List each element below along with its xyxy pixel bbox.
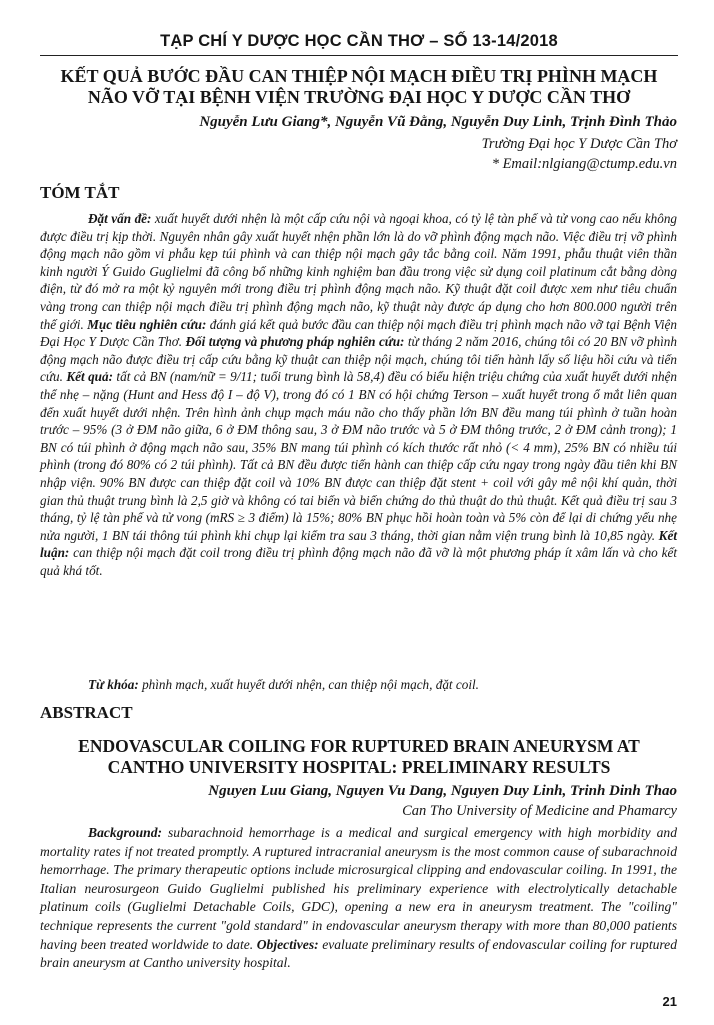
text-result-vi: tất cả BN (nam/nữ = 9/11; tuổi trung bình là 58,4) đều có biểu hiện triệu chứng của xuất huyết dưới nhện thể nhẹ – nặng (Hunt and Hess độ I – độ V), trong đó có 1 BN có hội chứng Terson – xuất huyết trong ổ mắt liên quan đến xuất huyết dưới nhện. Trên hình ảnh chụp mạch máu não cho thấy phần lớn BN đều mang túi phình ở tuần hoàn trước – 95% (3 ở ĐM não giữa, 6 ở ĐM thông sau, 3 ở ĐM não trước và 5 ở ĐM thông trước, 2 ở ĐM cảnh trong); 1 BN có túi phình ở động mạch não sau, 35% BN mang túi phình có kích thước rất nhỏ (< 4 mm), 25% BN có nhiều túi phình (trong đó 80% có 2 túi phình). Tất cả BN đều được tiến hành can thiệp cấp cứu ngay trong ngày đầu tiên khi BN nhập viện. 90% BN được can thiệp đặt coil và 10% BN được can thiệp đặt stent + coil với gây mê nội khí quản, thời gian thủ thuật trung bình là 2,5 giờ và không có tai biến và biến chứng do thủ thuật do thủ thuật. Kết quả điều trị sau 3 tháng, tỷ lệ tàn phế và tử vong (mRS ≥ 3 điểm) là 15%; 80% BN phục hồi hoàn toàn và 5% còn để lại di chứng yếu nhẹ nửa người, 1 BN tái thông túi phình khi chụp lại kiểm tra sau 3 tháng, thời gian nằm viện trung bình là 10,85 ngày. (40, 369, 678, 543)
article-title-vi: KẾT QUẢ BƯỚC ĐẦU CAN THIỆP NỘI MẠCH ĐIỀU TRỊ PHÌNH MẠCH NÃO VỠ TẠI BỆNH VIỆN TRƯỜNG ĐẠI HỌC Y DƯỢC CẦN THƠ (60, 66, 658, 107)
label-keywords-vi: Từ khóa: (88, 677, 139, 692)
label-conclusion-vi: Kết luận: (40, 527, 677, 561)
authors-vi: Nguyễn Lưu Giang*, Nguyễn Vũ Đằng, Nguyễn Duy Linh, Trịnh Đình Thảo (199, 114, 677, 130)
affiliation-vi (482, 134, 677, 174)
label-result-vi: Kết quả: (66, 369, 114, 385)
author-email: * Email:nlgiang@ctump.edu.vn (491, 156, 677, 172)
label-objective-vi: Mục tiêu nghiên cứu: (87, 316, 207, 332)
summary-heading-vi: TÓM TẮT (40, 183, 120, 202)
text-background-en: subarachnoid hemorrhage is a medical and surgical emergency with high morbidity and mortality rates if not treated promptly. A ruptured intracranial aneurysm is the most common cause of subarachnoid hemorrhage. The primary therapeutic options include microsurgical clipping and endovascular coiling. In 1991, the Italian neurosurgeon Guido Guglielmi published his preliminary experience with electrolytically detachable platinum coils (Guglielmi Detachable Coils, GDC), opening a new era in aneurysm treatment. The "coiling" technique represents the current "gold standard" in endovascular aneurysm therapy with more than 80,000 patients having been treated worldwide to date. (40, 825, 677, 952)
journal-header: TẠP CHÍ Y DƯỢC HỌC CẦN THƠ – SỐ 13-14/2018 (40, 32, 678, 56)
affiliation-en: Can Tho University of Medicine and Phamarcy (402, 803, 677, 819)
text-keywords-vi: phình mạch, xuất huyết dưới nhện, can thiệp nội mạch, đặt coil. (138, 677, 479, 692)
summary-paragraph-vi (40, 210, 677, 579)
text-conclusion-vi: can thiệp nội mạch đặt coil trong điều trị phình động mạch não đã vỡ là một phương pháp ít xâm lấn và cho kết quả khá tốt. (40, 545, 677, 578)
label-background-en: Background: (88, 825, 163, 840)
article-title-en: ENDOVASCULAR COILING FOR RUPTURED BRAIN ANEURYSM AT CANTHO UNIVERSITY HOSPITAL: PRELIMINARY RESULTS (78, 736, 640, 777)
text-objective-vi: đánh giá kết quả bước đầu can thiệp nội mạch điều trị phình mạch não vỡ tại Bệnh Viện Đại Học Y Dược Cần Thơ. (40, 316, 677, 350)
affiliation-vi-name: Trường Đại học Y Dược Cần Thơ (481, 136, 677, 152)
label-background-vi: Đặt vấn đề: (88, 211, 152, 226)
text-method-vi: từ tháng 2 năm 2016, chúng tôi có 20 BN vỡ phình động mạch não được điều trị cấp cứu bằng kỹ thuật can thiệp nội mạch, chúng tôi tiến hành lấy số liệu hồi cứu và tiến cứu. (40, 334, 677, 385)
keywords-vi (40, 676, 677, 694)
page-number: 21 (662, 994, 677, 1009)
abstract-heading-en: ABSTRACT (40, 703, 133, 722)
abstract-paragraph-en (40, 824, 677, 973)
label-method-vi: Đối tượng và phương pháp nghiên cứu: (185, 334, 405, 350)
text-objectives-en: evaluate preliminary results of endovascular coiling for ruptured brain aneurysm at Cantho university hospital. (40, 936, 678, 971)
authors-en: Nguyen Luu Giang, Nguyen Vu Dang, Nguyen Duy Linh, Trinh Dinh Thao (208, 783, 677, 799)
text-background-vi: xuất huyết dưới nhện là một cấp cứu nội và ngoại khoa, có tỷ lệ tàn phế và tử vong cao nếu không được điều trị kịp thời. Nguyên nhân gây xuất huyết nhện phần lớn là do vỡ phình động mạch não. Việc điều trị vỡ phình động mạch não gồm vi phẫu kẹp túi phình và can thiệp nội mạch gây tắc bằng coil. Năm 1991, phẫu thuật viên thần kinh người Ý Guido Guglielmi đã công bố những kinh nghiệm ban đầu trong việc sử dụng coil platinum cắt bằng dòng điện, từ đó mở ra một kỷ nguyên mới trong điều trị phình động mạch não. Kỹ thuật đặt coil được xem như tiêu chuẩn vàng trong can thiệp nội mạch điều trị phình động mạch não, kỹ thuật này được áp dụng cho hơn 800.000 người trên thế giới. (40, 211, 678, 332)
label-objectives-en: Objectives: (256, 936, 319, 952)
